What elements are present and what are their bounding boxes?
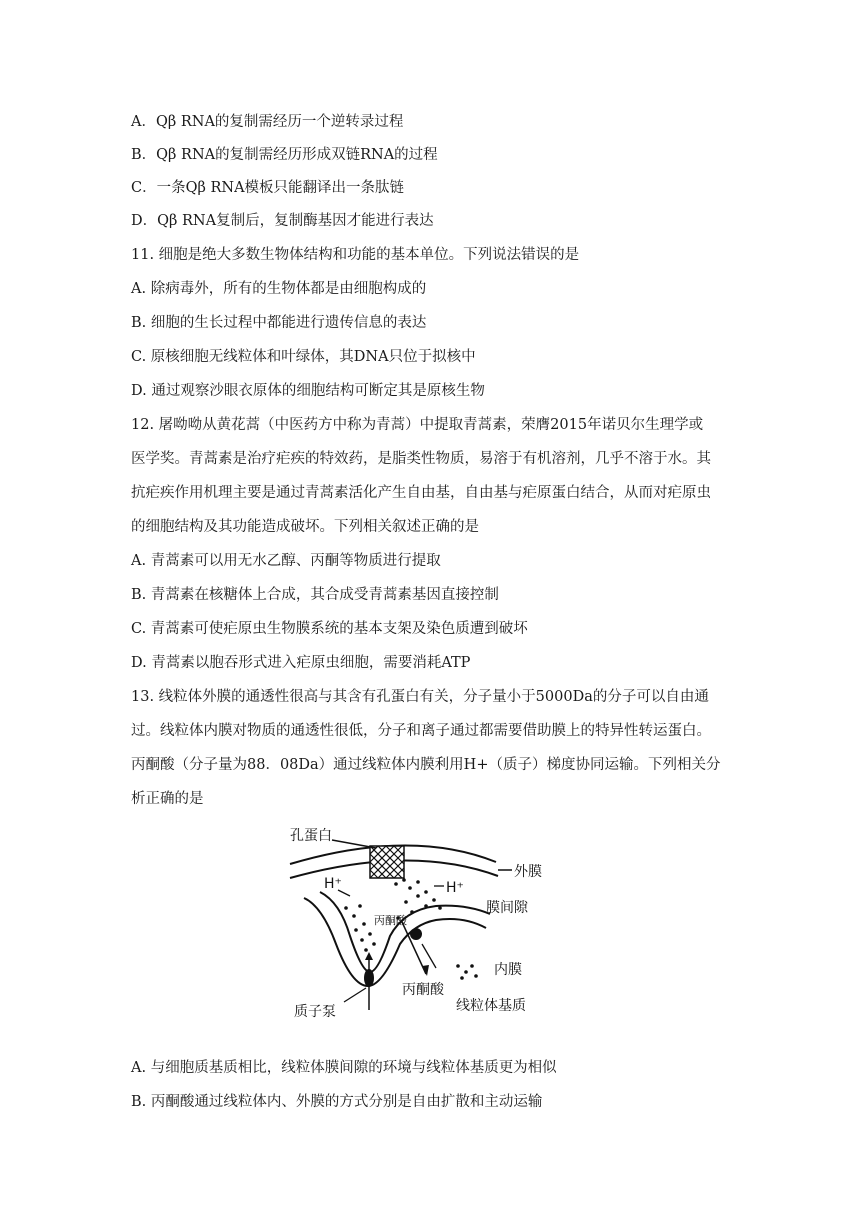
mitochondria-membrane-figure — [286, 826, 542, 1022]
q13-option-b: B. 丙酮酸通过线粒体内、外膜的方式分别是自由扩散和主动运输 — [131, 1094, 543, 1110]
proton-pump-label: 质子泵 — [294, 1004, 336, 1020]
pyruvate-transporter — [410, 928, 422, 940]
q13-option-a: A. 与细胞质基质相比，线粒体膜间隙的环境与线粒体基质更为相似 — [131, 1060, 557, 1076]
intermembrane-space-label: 膜间隙 — [486, 900, 528, 916]
q13-stem-line-1: 13. 线粒体外膜的通透性很高与其含有孔蛋白有关，分子量小于5000Da的分子可以自由通 — [131, 689, 709, 705]
q13-stem-line-4: 析正确的是 — [131, 791, 204, 807]
outer-membrane-label: 外膜 — [514, 864, 542, 880]
q11-option-b: B. 细胞的生长过程中都能进行遗传信息的表达 — [131, 315, 427, 331]
pyruvate-label: 丙酮酸 — [402, 982, 444, 998]
q13-stem-line-2: 过。线粒体内膜对物质的通透性很低，分子和离子通过都需要借助膜上的特异性转运蛋白。 — [131, 723, 711, 739]
h-plus-left-label: H⁺ — [324, 876, 342, 892]
porin-label: 孔蛋白 — [290, 828, 332, 844]
inner-membrane-line-1 — [304, 898, 486, 986]
h-plus-right-label: H⁺ — [446, 880, 464, 896]
pyruvate-small-label: 丙酮酸 — [374, 914, 407, 927]
q11-stem: 11. 细胞是绝大多数生物体结构和功能的基本单位。下列说法错误的是 — [131, 247, 580, 263]
q12-stem-line-4: 的细胞结构及其功能造成破坏。下列相关叙述正确的是 — [131, 519, 479, 535]
inner-membrane-line-2 — [320, 892, 490, 972]
porin-protein — [370, 846, 404, 878]
q12-option-d: D. 青蒿素以胞吞形式进入疟原虫细胞，需要消耗ATP — [131, 655, 471, 671]
inner-membrane-label: 内膜 — [494, 962, 522, 978]
q12-option-a: A. 青蒿素可以用无水乙醇、丙酮等物质进行提取 — [131, 553, 441, 569]
q10-option-d: D．Qβ RNA复制后，复制酶基因才能进行表达 — [131, 213, 434, 229]
q12-stem-line-3: 抗疟疾作用机理主要是通过青蒿素活化产生自由基，自由基与疟原蛋白结合，从而对疟原虫 — [131, 485, 711, 501]
matrix-particles — [456, 964, 478, 980]
q12-option-b: B. 青蒿素在核糖体上合成，其合成受青蒿素基因直接控制 — [131, 587, 499, 603]
q12-option-c: C. 青蒿素可使疟原虫生物膜系统的基本支架及染色质遭到破坏 — [131, 621, 528, 637]
proton-arrowhead — [365, 952, 373, 960]
q11-option-c: C. 原核细胞无线粒体和叶绿体，其DNA只位于拟核中 — [131, 349, 476, 365]
proton-pump-pointer — [344, 988, 366, 1002]
mitochondria-diagram — [286, 826, 542, 1022]
matrix-label: 线粒体基质 — [456, 998, 526, 1014]
q12-stem-line-2: 医学奖。青蒿素是治疗疟疾的特效药，是脂类性物质，易溶于有机溶剂，几乎不溶于水。其 — [131, 451, 711, 467]
pyruvate-arrowhead — [422, 965, 429, 976]
q10-option-c: C．一条Qβ RNA模板只能翻译出一条肽链 — [131, 180, 405, 196]
pyruvate-pointer — [422, 944, 436, 968]
q10-option-a: A．Qβ RNA的复制需经历一个逆转录过程 — [131, 114, 404, 130]
porin-pointer — [332, 840, 376, 848]
q12-stem-line-1: 12. 屠呦呦从黄花蒿（中医药方中称为青蒿）中提取青蒿素，荣膺2015年诺贝尔生理学或 — [131, 417, 704, 433]
q13-stem-line-3: 丙酮酸（分子量为88．08Da）通过线粒体内膜利用H+（质子）梯度协同运输。下列相关分 — [131, 757, 721, 773]
q11-option-d: D. 通过观察沙眼衣原体的细胞结构可断定其是原核生物 — [131, 383, 485, 399]
q11-option-a: A. 除病毒外，所有的生物体都是由细胞构成的 — [131, 281, 427, 297]
q10-option-b: B．Qβ RNA的复制需经历形成双链RNA的过程 — [131, 147, 438, 163]
